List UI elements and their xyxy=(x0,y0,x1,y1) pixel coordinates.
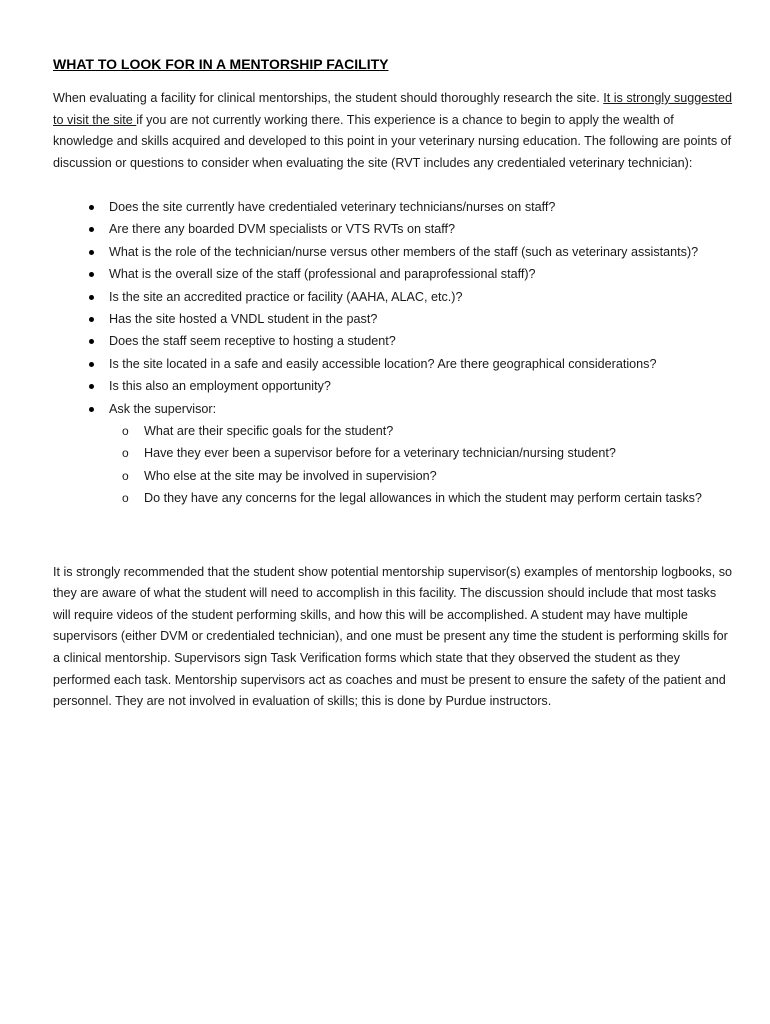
list-item: Does the site currently have credentialed veterinary technicians/nurses on staff? xyxy=(109,196,733,218)
list-item: What is the role of the technician/nurse versus other members of the staff (such as veterinary assistants)? xyxy=(109,241,733,263)
list-item: Are there any boarded DVM specialists or VTS RVTs on staff? xyxy=(109,218,733,240)
sub-list-item: o What are their specific goals for the student? xyxy=(144,420,733,442)
list-item: Is this also an employment opportunity? xyxy=(109,375,733,397)
bullet-icon xyxy=(89,227,94,232)
intro-paragraph xyxy=(53,88,733,174)
closing-paragraph: It is strongly recommended that the student show potential mentorship supervisor(s) examples of mentorship logbooks, so they are aware of what the student will need to accomplish in this facility. The discussion should include that most tasks will require videos of the student performing skills, and how this will be accomplished. A student may have multiple supervisors (either DVM or credentialed technician), and one must be present any time the student is performing skills for a clinical mentorship. Supervisors sign Task Verification forms which state that they observed the student as they performed each task. Mentorship supervisors act as coaches and must be present to ensure the safety of the patient and personnel. They are not involved in evaluation of skills; this is done by Purdue instructors. xyxy=(53,564,732,709)
bullet-icon xyxy=(89,272,94,277)
sub-list-item: o Who else at the site may be involved in supervision? xyxy=(144,465,733,487)
list-item: Is the site an accredited practice or facility (AAHA, ALAC, etc.)? xyxy=(109,286,733,308)
considerations-list xyxy=(53,196,733,510)
bullet-icon xyxy=(89,339,94,344)
list-item: Is the site located in a safe and easily accessible location? Are there geographical considerations? xyxy=(109,353,733,375)
bullet-icon xyxy=(89,317,94,322)
list-item: Has the site hosted a VNDL student in the past? xyxy=(109,308,733,330)
page-title: WHAT TO LOOK FOR IN A MENTORSHIP FACILITY xyxy=(53,56,389,72)
intro-underlined-text: It is strongly suggested to visit the site xyxy=(53,91,733,127)
bullet-icon xyxy=(89,407,94,412)
circle-bullet-icon: o xyxy=(122,424,129,439)
bullet-icon xyxy=(89,205,94,210)
bullet-icon xyxy=(89,384,94,389)
list-item: Does the staff seem receptive to hosting a student? xyxy=(109,330,733,352)
bullet-icon xyxy=(89,295,94,300)
list-item-ask-supervisor: Ask the supervisor: o What are their specific goals for the student? o Have they ever been a supervisor before for a veterinary technician/nursing student? o Who else at the site may be involved in supervision? o Do they have any concerns for the legal allowances in which the student may perform certain tasks? xyxy=(109,398,733,510)
circle-bullet-icon: o xyxy=(122,446,129,461)
document-page xyxy=(53,56,733,713)
circle-bullet-icon: o xyxy=(122,491,129,506)
bullet-icon xyxy=(89,362,94,367)
bullet-icon xyxy=(89,250,94,255)
circle-bullet-icon: o xyxy=(122,468,129,483)
intro-text-1: When evaluating a facility for clinical mentorships, the student should thoroughly research the site. xyxy=(53,91,604,105)
sub-list-item: o Have they ever been a supervisor before for a veterinary technician/nursing student? xyxy=(144,442,733,464)
list-item: What is the overall size of the staff (professional and paraprofessional staff)? xyxy=(109,263,733,285)
intro-text-2: if you are not currently working there. This experience is a chance to begin to apply the wealth of knowledge and skills acquired and developed to this point in your veterinary nursing education. The following are points of discussion or questions to consider when evaluating the site (RVT includes any credentialed veterinary technician): xyxy=(53,112,732,170)
sub-list-item: o Do they have any concerns for the legal allowances in which the student may perform certain tasks? xyxy=(144,487,733,509)
supervisor-questions-list xyxy=(109,420,733,510)
